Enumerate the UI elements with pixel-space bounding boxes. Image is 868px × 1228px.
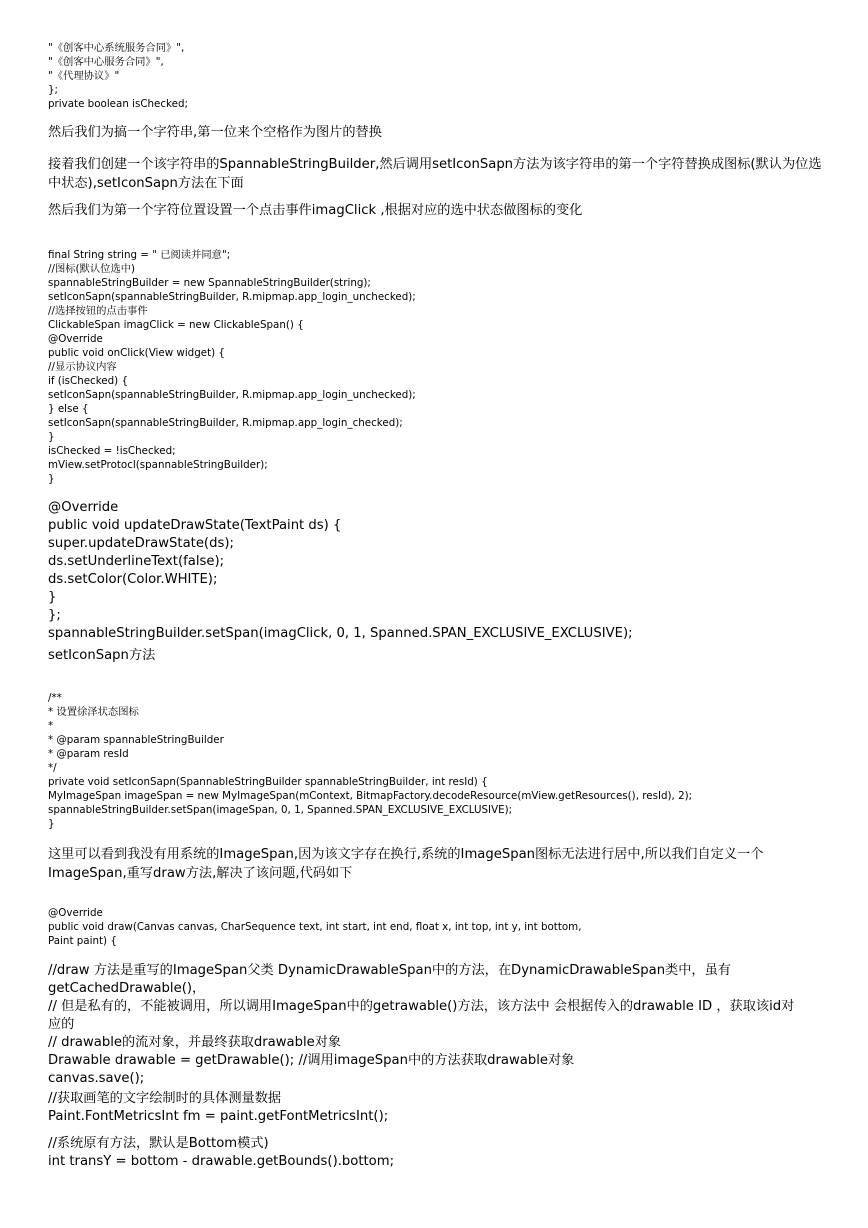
code-line: }; xyxy=(48,84,59,96)
code-block-6 xyxy=(48,1090,838,1126)
code-line: super.updateDrawState(ds); xyxy=(48,536,234,551)
code-line: @Override xyxy=(48,333,103,345)
paragraph-1 xyxy=(48,123,838,142)
paragraph-4 xyxy=(48,646,838,665)
code-line: * 设置徐泽状态图标 xyxy=(48,706,139,718)
code-line: Drawable drawable = getDrawable(); //调用imageSpan中的方法获取drawable对象 xyxy=(48,1053,575,1068)
code-line: if (isChecked) { xyxy=(48,375,129,387)
code-line: ClickableSpan imagClick = new ClickableSpan() { xyxy=(48,319,304,331)
code-line: setIconSapn(spannableStringBuilder, R.mipmap.app_login_unchecked); xyxy=(48,291,416,303)
code-line: 应的 xyxy=(48,1017,75,1032)
paragraph-3 xyxy=(48,201,838,220)
code-line: private boolean isChecked; xyxy=(48,98,188,110)
code-line: getCachedDrawable()， xyxy=(48,981,206,996)
code-line: public void draw(Canvas canvas, CharSequence text, int start, int end, float x, int top, int y, int bottom, xyxy=(48,921,582,933)
code-line: public void updateDrawState(TextPaint ds) { xyxy=(48,518,342,533)
code-line: //显示协议内容 xyxy=(48,361,117,373)
code-line: @Override xyxy=(48,907,103,919)
code-line: //选择按钮的点击事件 xyxy=(48,305,148,317)
code-line: //图标(默认位选中) xyxy=(48,263,136,275)
paragraph-5 xyxy=(48,845,808,883)
code-line: spannableStringBuilder = new SpannableStringBuilder(string); xyxy=(48,277,371,289)
code-line: "《创客中心系统服务合同》", xyxy=(48,42,185,54)
code-line: //获取画笔的文字绘制时的具体测量数据 xyxy=(48,1091,282,1106)
code-line: * @param spannableStringBuilder xyxy=(48,734,224,746)
paragraph-text: 然后我们为第一个字符位置设置一个点击事件imagClick ,根据对应的选中状态做图标的变化 xyxy=(48,203,583,218)
code-line: "《代理协议》" xyxy=(48,70,120,82)
code-block-2 xyxy=(48,499,838,643)
code-line: //系统原有方法，默认是Bottom模式) xyxy=(48,1136,269,1151)
code-line: } xyxy=(48,590,57,605)
code-block-7 xyxy=(48,1135,838,1171)
code-line: spannableStringBuilder.setSpan(imagClick, 0, 1, Spanned.SPAN_EXCLUSIVE_EXCLUSIVE); xyxy=(48,626,633,641)
paragraph-text: 这里可以看到我没有用系统的ImageSpan,因为该文字存在换行,系统的ImageSpan图标无法进行居中,所以我们自定义一个ImageSpan,重写draw方法,解决了该问题,代码如下 xyxy=(48,847,764,881)
code-line: int transY = bottom - drawable.getBounds().bottom; xyxy=(48,1154,395,1169)
code-line: /** xyxy=(48,692,62,704)
code-line: } xyxy=(48,473,55,485)
code-line: } xyxy=(48,431,55,443)
code-line: * @param resId xyxy=(48,748,129,760)
code-line: ds.setUnderlineText(false); xyxy=(48,554,225,569)
code-line: mView.setProtocl(spannableStringBuilder); xyxy=(48,459,268,471)
code-line: "《创客中心服务合同》", xyxy=(48,56,164,68)
code-line: MyImageSpan imageSpan = new MyImageSpan(mContext, BitmapFactory.decodeResource(mView.getResources(), resId), 2); xyxy=(48,790,693,802)
code-line: }; xyxy=(48,608,61,623)
code-line: @Override xyxy=(48,500,119,515)
code-line: Paint paint) { xyxy=(48,935,117,947)
code-block-4 xyxy=(48,906,838,948)
paragraph-2 xyxy=(48,155,823,193)
code-line: * xyxy=(48,720,54,732)
code-line: // 但是私有的，不能被调用，所以调用ImageSpan中的getrawable()方法，该方法中 会根据传入的drawable ID ，获取该id对 xyxy=(48,999,795,1014)
paragraph-text: 然后我们为搞一个字符串,第一位来个空格作为图片的替换 xyxy=(48,125,382,140)
code-line: spannableStringBuilder.setSpan(imageSpan, 0, 1, Spanned.SPAN_EXCLUSIVE_EXCLUSIVE); xyxy=(48,804,513,816)
code-line: ds.setColor(Color.WHITE); xyxy=(48,572,218,587)
code-line: setIconSapn(spannableStringBuilder, R.mipmap.app_login_unchecked); xyxy=(48,389,416,401)
code-line: } xyxy=(48,818,55,830)
code-line: final String string = " 已阅读并同意"; xyxy=(48,249,231,261)
code-line: private void setIconSapn(SpannableStringBuilder spannableStringBuilder, int resId) { xyxy=(48,776,488,788)
intro-code xyxy=(48,41,838,111)
code-block-5 xyxy=(48,962,838,1088)
code-line: */ xyxy=(48,762,57,774)
paragraph-text: setIconSapn方法 xyxy=(48,648,156,663)
code-block-1 xyxy=(48,248,838,486)
code-line: setIconSapn(spannableStringBuilder, R.mipmap.app_login_checked); xyxy=(48,417,403,429)
code-line: //draw 方法是重写的ImageSpan父类 DynamicDrawableSpan中的方法，在DynamicDrawableSpan类中，虽有 xyxy=(48,963,731,978)
paragraph-text: 接着我们创建一个该字符串的SpannableStringBuilder,然后调用setIconSapn方法为该字符串的第一个字符替换成图标(默认为位选中状态),setIconSapn方法在下面 xyxy=(48,157,822,191)
code-line: isChecked = !isChecked; xyxy=(48,445,176,457)
code-line: // drawable的流对象，并最终获取drawable对象 xyxy=(48,1035,342,1050)
code-line: canvas.save(); xyxy=(48,1071,145,1086)
code-line: Paint.FontMetricsInt fm = paint.getFontMetricsInt(); xyxy=(48,1109,389,1124)
code-block-3 xyxy=(48,691,838,831)
code-line: } else { xyxy=(48,403,89,415)
code-line: public void onClick(View widget) { xyxy=(48,347,225,359)
